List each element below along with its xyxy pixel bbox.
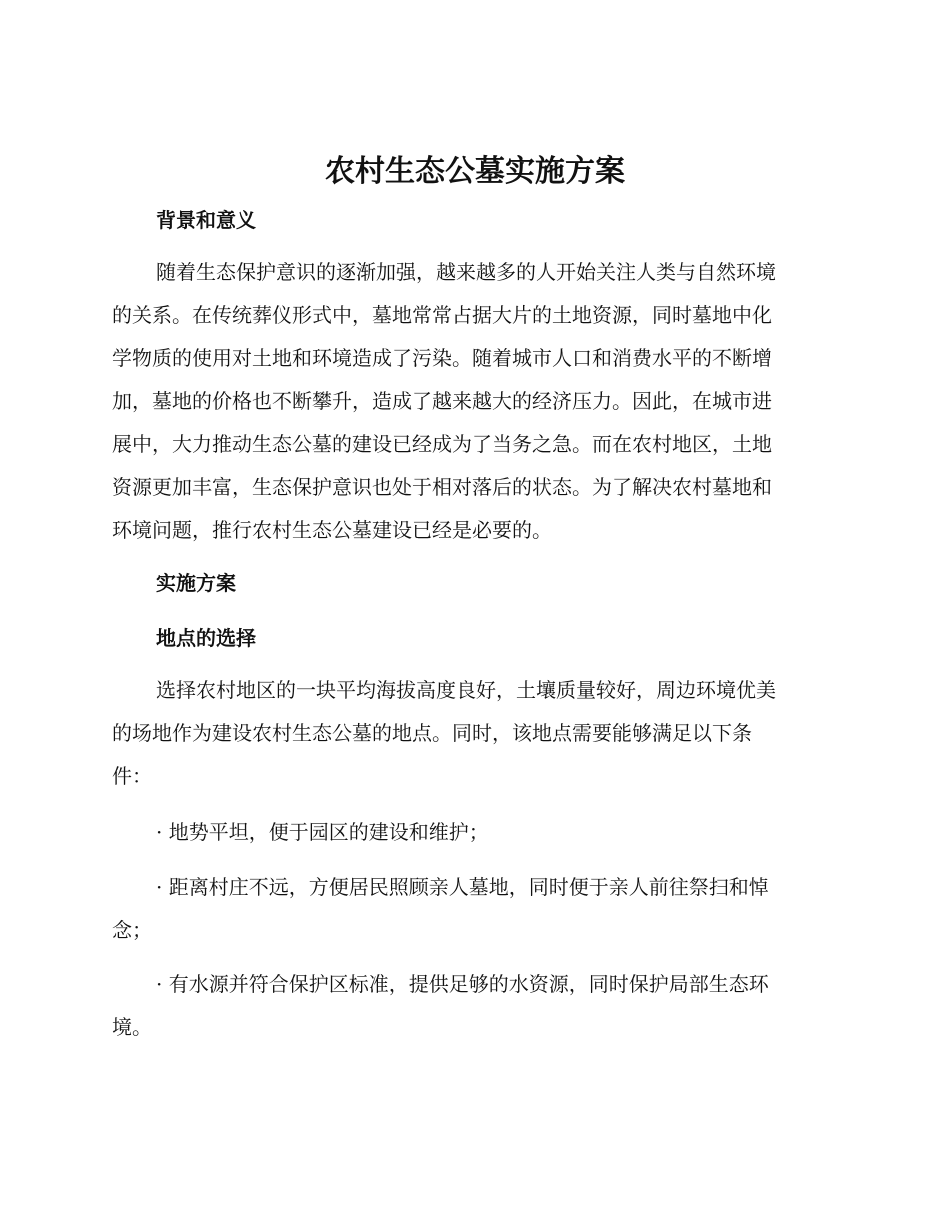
- paragraph-line: 件：: [112, 764, 152, 788]
- paragraph-line: 的关系。在传统葬仪形式中，墓地常常占据大片的土地资源，同时墓地中化: [112, 303, 772, 327]
- bullet-line: · 有水源并符合保护区标准，提供足够的水资源，同时保护局部生态环: [156, 972, 769, 996]
- paragraph-line: 加，墓地的价格也不断攀升，造成了越来越大的经济压力。因此，在城市进: [112, 389, 772, 413]
- paragraph-line: 选择农村地区的一块平均海拔高度良好，土壤质量较好，周边环境优美: [156, 678, 776, 702]
- bullet-line: · 地势平坦，便于园区的建设和维护；: [156, 820, 489, 844]
- section-heading-implementation: 实施方案: [156, 571, 236, 595]
- bullet-line: · 距离村庄不远，方便居民照顾亲人墓地，同时便于亲人前往祭扫和悼: [156, 875, 769, 899]
- paragraph-line: 展中，大力推动生态公墓的建设已经成为了当务之急。而在农村地区，土地: [112, 432, 772, 456]
- bullet-item: [112, 866, 842, 952]
- background-paragraph: [112, 251, 842, 552]
- bullet-item: [112, 963, 842, 1049]
- bullet-item: [112, 811, 842, 854]
- paragraph-line: 随着生态保护意识的逐渐加强，越来越多的人开始关注人类与自然环境: [156, 260, 776, 284]
- paragraph-line: 资源更加丰富，生态保护意识也处于相对落后的状态。为了解决农村墓地和: [112, 475, 772, 499]
- paragraph-line: 环境问题，推行农村生态公墓建设已经是必要的。: [112, 518, 552, 542]
- paragraph-line: 学物质的使用对土地和环境造成了污染。随着城市人口和消费水平的不断增: [112, 346, 772, 370]
- document-title: 农村生态公墓实施方案: [325, 154, 625, 189]
- bullet-line: 境。: [112, 1015, 152, 1039]
- section-heading-background: 背景和意义: [156, 208, 256, 232]
- bullet-line: 念；: [112, 918, 152, 942]
- paragraph-line: 的场地作为建设农村生态公墓的地点。同时，该地点需要能够满足以下条: [112, 721, 752, 745]
- site-selection-paragraph: [112, 669, 842, 798]
- section-heading-site-selection: 地点的选择: [156, 626, 256, 650]
